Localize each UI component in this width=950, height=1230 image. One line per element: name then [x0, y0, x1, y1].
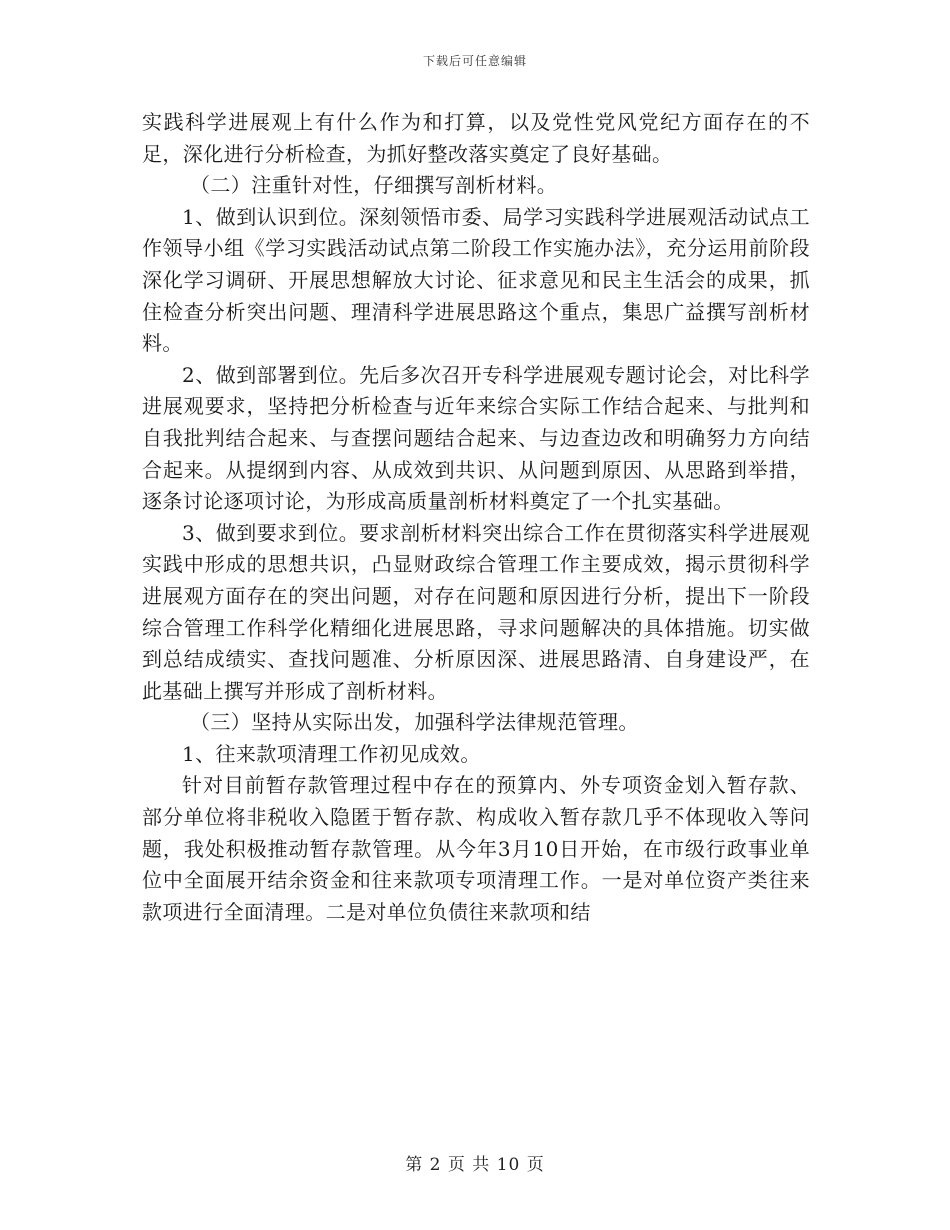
- paragraph-body: 针对目前暂存款管理过程中存在的预算内、外专项资金划入暂存款、部分单位将非税收入隐匿于暂存款、构成收入暂存款几乎不体现收入等问题，我处积极推动暂存款管理。从今年3月10日开始，在市级行政事业单位中全面展开结余资金和往来款项专项清理工作。一是对单位资产类往来款项进行全面清理。二是对单位负债往来款项和结: [142, 773, 810, 924]
- section-heading-2: （二）注重针对性，仔细撰写剖析材料。: [190, 173, 558, 198]
- section-heading-3: （三）坚持从实际出发，加强科学法律规范管理。: [190, 710, 639, 735]
- paragraph-item-2: 2、做到部署到位。先后多次召开专科学进展观专题讨论会，对比科学进展观要求，坚持把分析检查与近年来综合实际工作结合起来、与批判和自我批判结合起来、与查摆问题结合起来、与边查边改和明确努力方向结合起来。从提纲到内容、从成效到共识、从问题到原因、从思路到举措，逐条讨论逐项讨论，为形成高质量剖析材料奠定了一个扎实基础。: [142, 362, 810, 514]
- page-number-footer: 第 2 页 共 10 页: [405, 1155, 545, 1175]
- page-header: 下载后可任意编辑: [422, 54, 527, 68]
- paragraph-item-3: 3、做到要求到位。要求剖析材料突出综合工作在贯彻落实科学进展观实践中形成的思想共识，凸显财政综合管理工作主要成效，揭示贯彻科学进展观方面存在的突出问题，对存在问题和原因进行分析，提出下一阶段综合管理工作科学化精细化进展思路，寻求问题解决的具体措施。切实做到总结成绩实、查找问题准、分析原因深、进展思路清、自身建设严，在此基础上撰写并形成了剖析材料。: [142, 520, 810, 703]
- document-body: [142, 107, 810, 928]
- paragraph-continuation: 实践科学进展观上有什么作为和打算，以及党性党风党纪方面存在的不足，深化进行分析检查，为抓好整改落实奠定了良好基础。: [142, 110, 810, 166]
- subsection-heading-1: 1、往来款项清理工作初见成效。: [182, 741, 481, 766]
- paragraph-item-1: 1、做到认识到位。深刻领悟市委、局学习实践科学进展观活动试点工作领导小组《学习实践活动试点第二阶段工作实施办法》，充分运用前阶段深化学习调研、开展思想解放大讨论、征求意见和民主生活会的成果，抓住检查分析突出问题、理清科学进展思路这个重点，集思广益撰写剖析材料。: [142, 204, 810, 356]
